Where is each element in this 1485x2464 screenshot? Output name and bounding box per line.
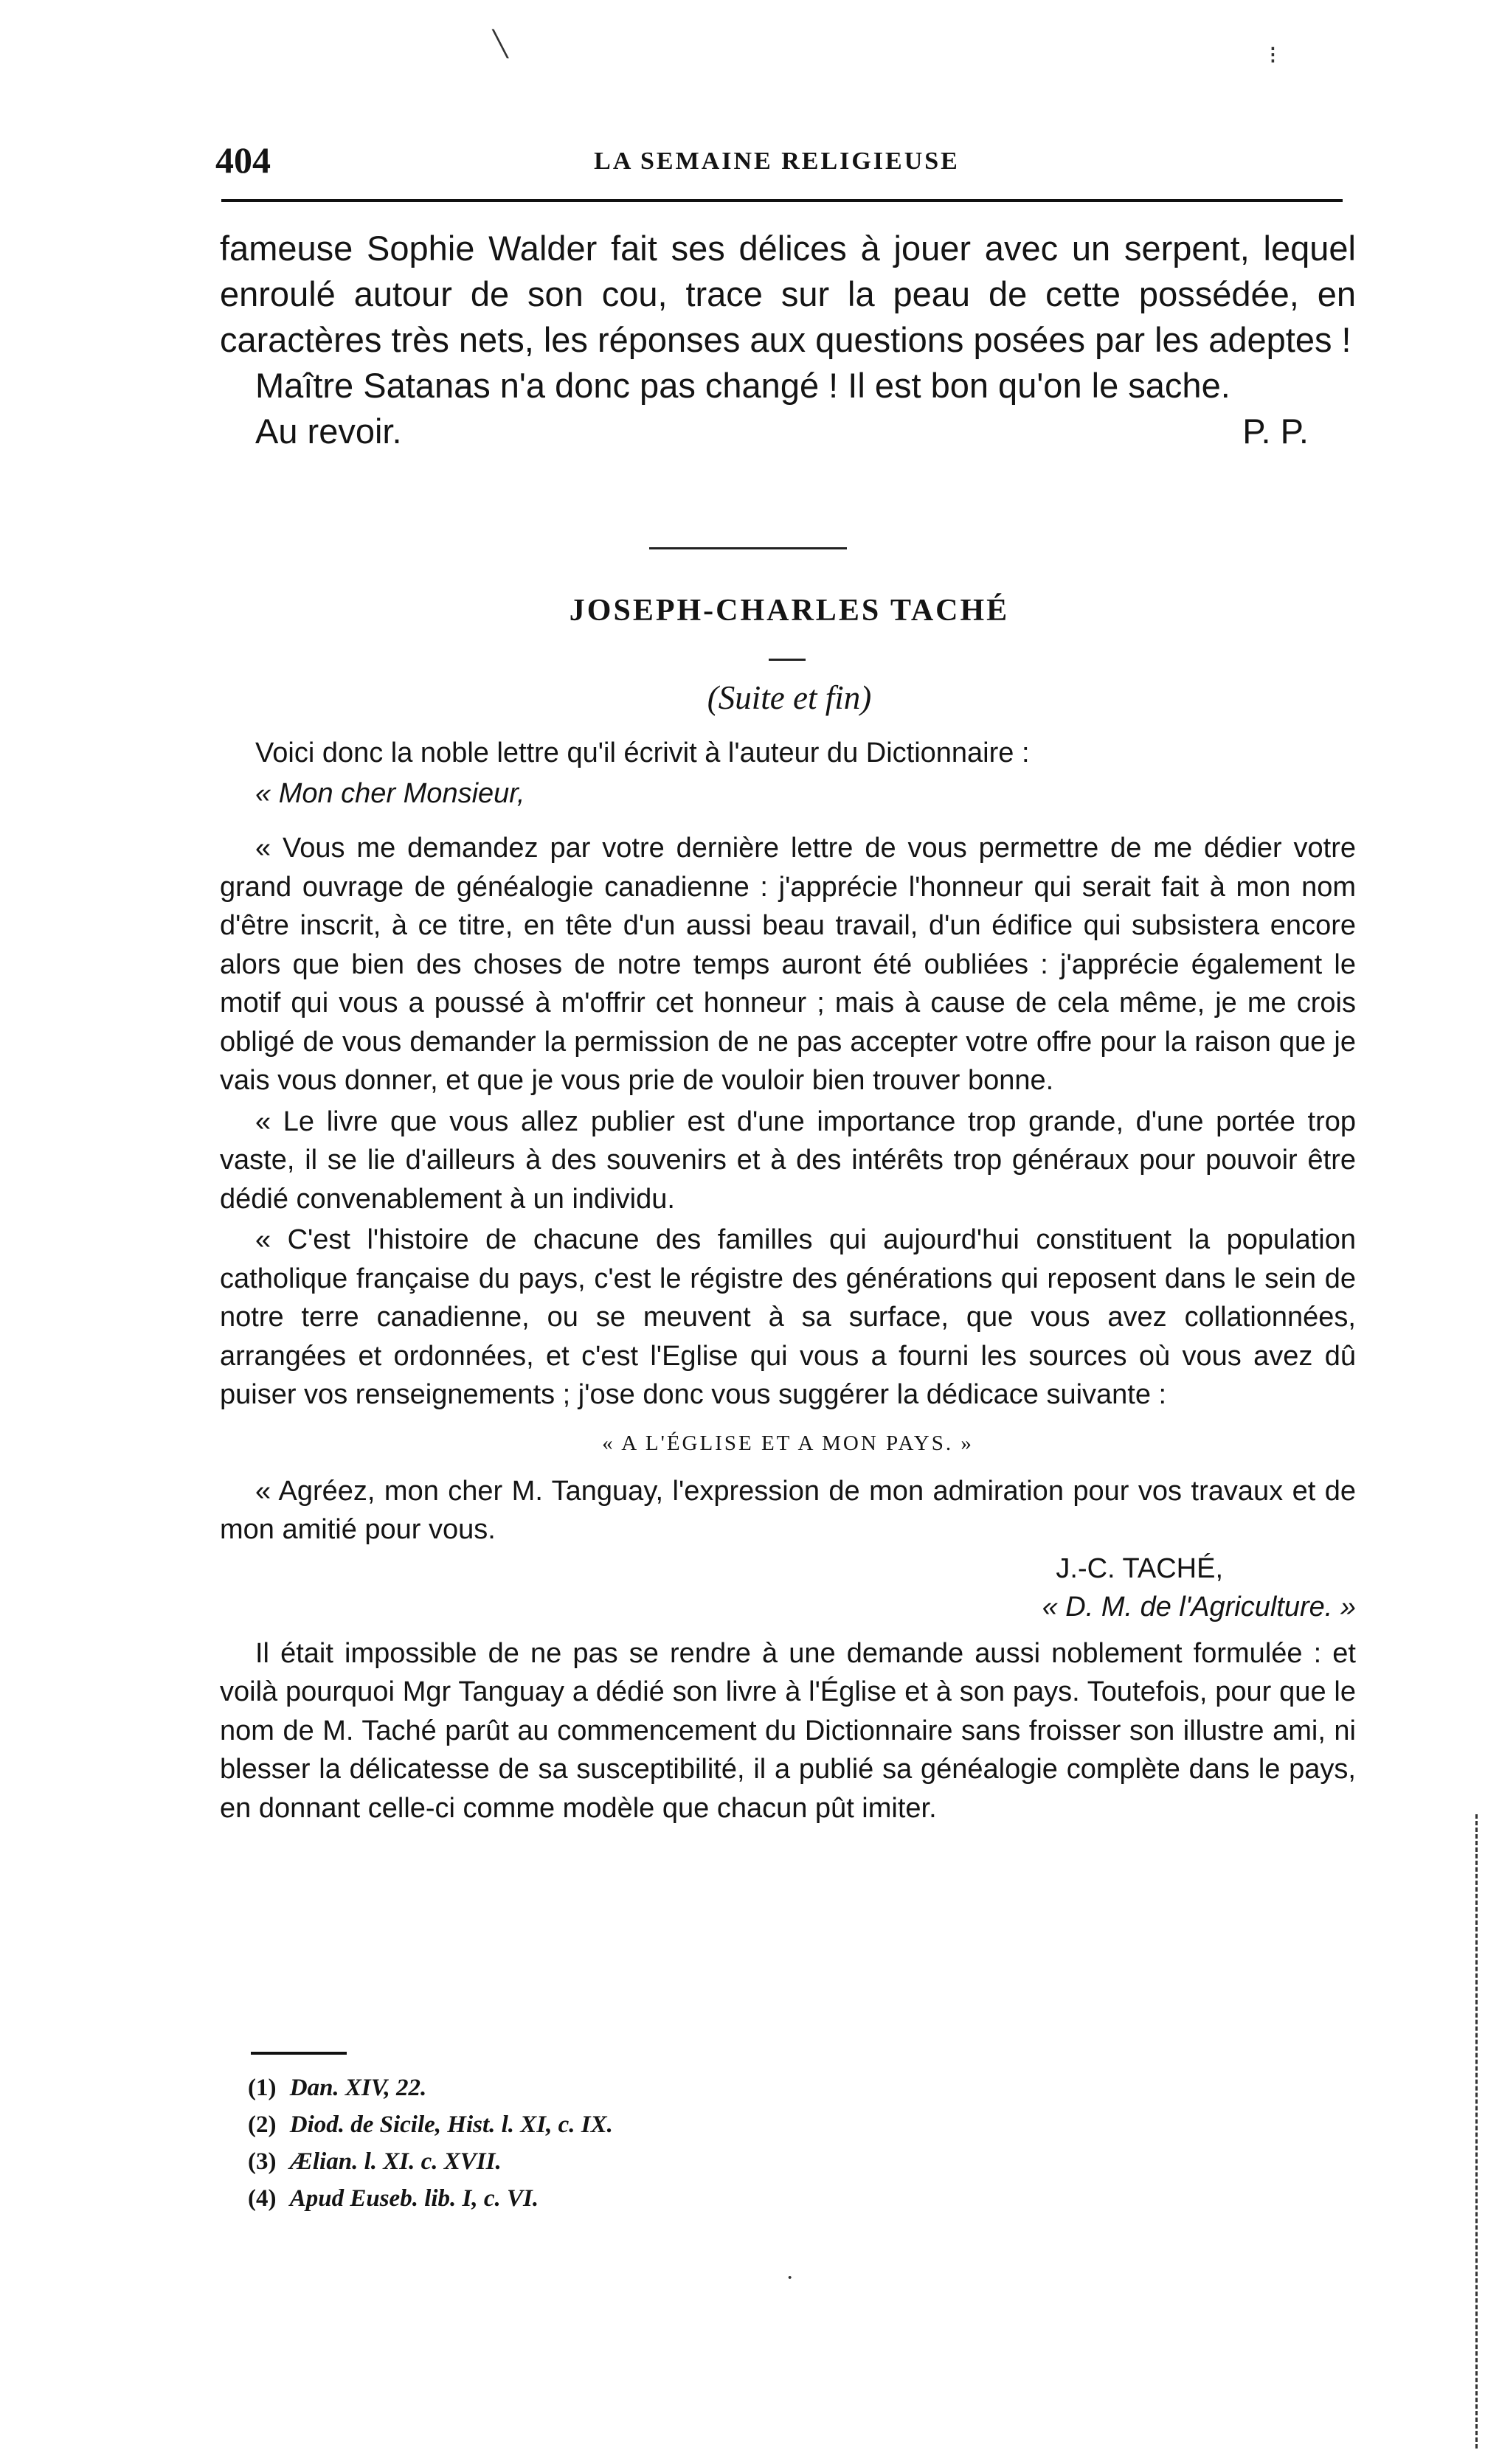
final-paragraph: Il était impossible de ne pas se rendre à une demande aussi noblement formulée : et voilà pourquoi Mgr Tanguay a dédié son livre à l'Église et à son pays. Toutefois, pour que le nom de M. Taché parût au commencement du Dictionnaire sans froisser son illustre ami, ni blesser la délicatesse de sa susceptibilité, il a publié sa généalogie complète dans le pays, en donnant celle-ci comme modèle que chacun pût imiter. bbox=[220, 1637, 1356, 1824]
signoff bbox=[220, 409, 1356, 454]
footnote bbox=[248, 2180, 1133, 2217]
footnote bbox=[248, 2143, 1133, 2180]
closing-paragraph: « Agréez, mon cher M. Tanguay, l'expression de mon admiration pour vos travaux et de mon amitié pour vous. bbox=[220, 1475, 1356, 1545]
footnote-text: Apud Euseb. lib. I, c. VI. bbox=[289, 2185, 539, 2212]
title-divider bbox=[769, 659, 806, 661]
footnote bbox=[248, 2106, 1133, 2143]
letter-paragraph: « C'est l'histoire de chacune des familles qui aujourd'hui constituent la population catholique française du pays, c'est le régistre des générations qui reposent dans le sein de notre terre canadienne, ou se meuvent à sa surface, que vous avez collationnées, arrangées et ordonnées, et c'est l'Eglise qui vous a fourni les sources où vous avez dû puiser vos renseignements ; j'ose donc vous suggérer la dédicace suivante : bbox=[220, 1224, 1356, 1410]
intro-paragraph: Maître Satanas n'a donc pas changé ! Il est bon qu'on le sache. bbox=[255, 366, 1230, 405]
footnote-text: Dan. XIV, 22. bbox=[289, 2075, 427, 2101]
header-rule bbox=[221, 199, 1343, 202]
letter-intro: Voici donc la noble lettre qu'il écrivit à l'auteur du Dictionnaire : bbox=[255, 738, 1030, 768]
letter-paragraph: « Vous me demandez par votre dernière lettre de vous permettre de me dédier votre grand ouvrage de généalogie canadienne : j'apprécie l'honneur qui serait fait à mon nom d'être inscrit, à ce titre, en tête d'un aussi beau travail, d'un édifice qui subsistera encore alors que bien des choses de notre temps auront été oubliées : j'apprécie également le motif qui vous a poussé à m'offrir cet honneur ; mais à cause de cela même, je me crois obligé de vous demander la permission de ne pas accepter votre offre pour la raison que je vais vous donner, et que je vous prie de vouloir bien trouver bonne. bbox=[220, 833, 1356, 1096]
footnote-mark: (2) bbox=[248, 2111, 277, 2138]
scan-speck: · bbox=[786, 2264, 795, 2291]
dedication: « A L'ÉGLISE ET A MON PAYS. » bbox=[602, 1431, 974, 1455]
running-title: LA SEMAINE RELIGIEUSE bbox=[594, 148, 960, 175]
footnote-mark: (1) bbox=[248, 2075, 277, 2101]
section-title: JOSEPH-CHARLES TACHÉ bbox=[569, 594, 1010, 628]
footnote-text: Diod. de Sicile, Hist. l. XI, c. IX. bbox=[289, 2111, 613, 2138]
footnote-mark: (3) bbox=[248, 2148, 277, 2175]
footnote-mark: (4) bbox=[248, 2185, 277, 2212]
footnote-text: Ælian. l. XI. c. XVII. bbox=[289, 2148, 502, 2175]
intro-paragraph: fameuse Sophie Walder fait ses délices à jouer avec un serpent, lequel enroulé autour de son cou, trace sur la peau de cette possédée, en caractères très nets, les réponses aux questions posées par les adeptes ! bbox=[220, 229, 1356, 359]
scan-speck: ╲ bbox=[493, 31, 508, 58]
signoff-greeting: Au revoir. bbox=[255, 412, 402, 451]
footnotes bbox=[248, 2069, 1133, 2217]
page-number: 404 bbox=[215, 139, 271, 181]
signature-title: « D. M. de l'Agriculture. » bbox=[1042, 1592, 1356, 1623]
page-header bbox=[215, 139, 1338, 183]
article-body bbox=[220, 734, 1356, 1828]
scan-edge-artifact bbox=[1475, 1814, 1482, 2449]
signature-name: J.-C. TACHÉ, bbox=[1056, 1552, 1223, 1584]
letter-paragraph: « Le livre que vous allez publier est d'une importance trop grande, d'une portée trop vaste, il se lie d'ailleurs à des souvenirs et à des intérêts trop généraux pour pouvoir être dédié convenablement à un individu. bbox=[220, 1106, 1356, 1215]
footnote bbox=[248, 2069, 1133, 2106]
section-subtitle: (Suite et fin) bbox=[707, 679, 872, 716]
footnote-rule bbox=[251, 2052, 347, 2055]
signoff-initials: P. P. bbox=[1242, 412, 1309, 451]
letter-salutation: « Mon cher Monsieur, bbox=[255, 777, 525, 809]
section-divider bbox=[649, 547, 847, 549]
intro-text bbox=[220, 226, 1356, 454]
scan-speck: ⁝ bbox=[1269, 42, 1277, 69]
